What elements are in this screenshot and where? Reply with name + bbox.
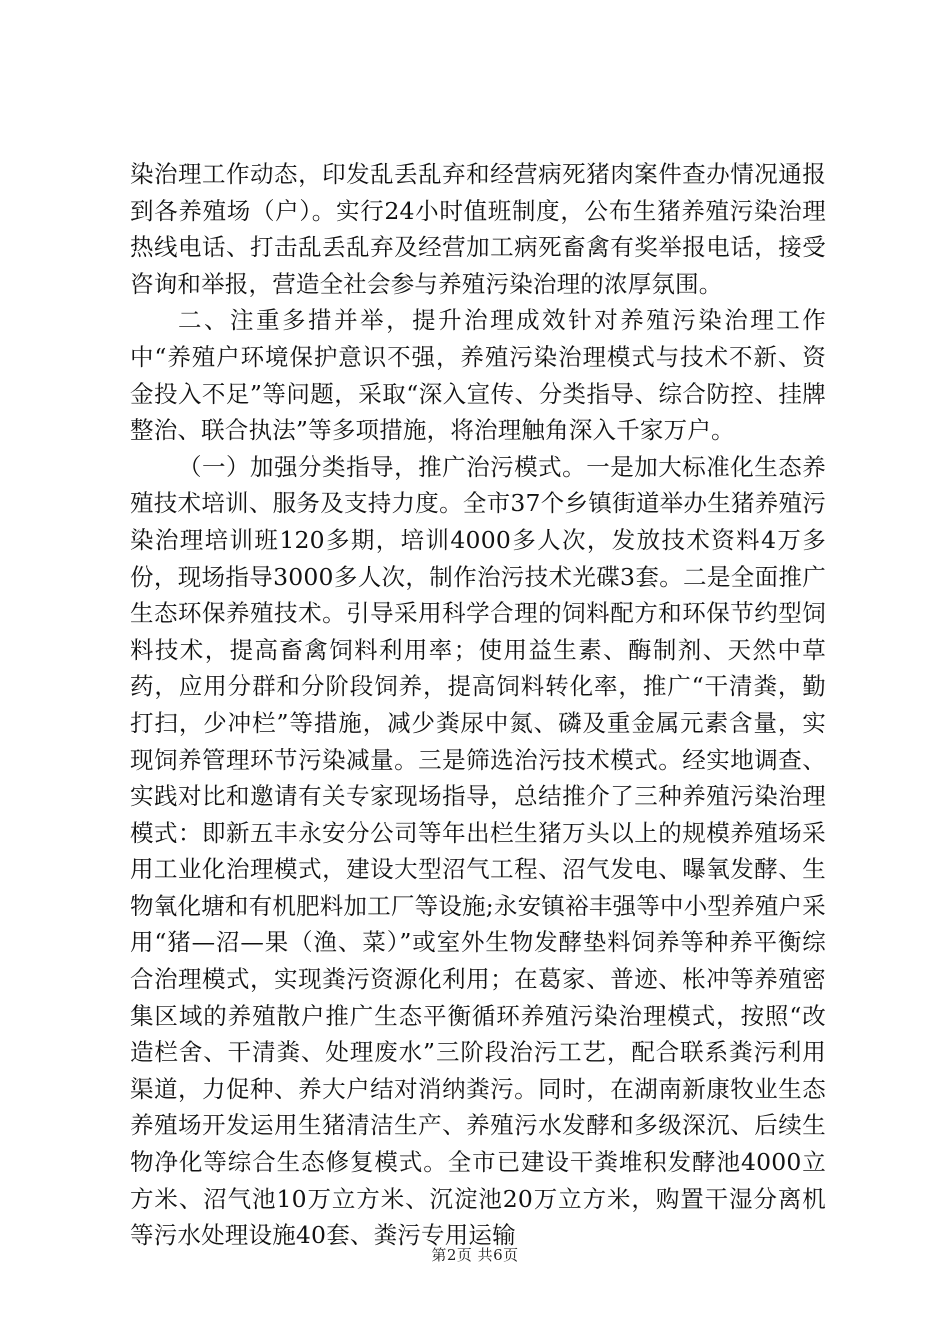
page-number-footer: 第2页 共6页 bbox=[431, 1246, 519, 1264]
paragraph-1: 染治理工作动态，印发乱丢乱弃和经营病死猪肉案件查办情况通报到各养殖场（户）。实行24小时值班制度，公布生猪养殖污染治理热线电话、打击乱丢乱弃及经营加工病死畜禽有奖举报电话，接受咨询和举报，营造全社会参与养殖污染治理的浓厚氛围。 bbox=[130, 160, 826, 298]
document-body bbox=[130, 156, 826, 1254]
paragraph-2: 二、注重多措并举，提升治理成效针对养殖污染治理工作中“养殖户环境保护意识不强，养殖污染治理模式与技术不新、资金投入不足”等问题，采取“深入宣传、分类指导、综合防控、挂牌整治、联合执法”等多项措施，将治理触角深入千家万户。 bbox=[130, 306, 826, 445]
paragraph-3: （一）加强分类指导，推广治污模式。一是加大标准化生态养殖技术培训、服务及支持力度。全市37个乡镇街道举办生猪养殖污染治理培训班120多期，培训4000多人次，发放技术资料4万多份，现场指导3000多人次，制作治污技术光碟3套。二是全面推广生态环保养殖技术。引导采用科学合理的饲料配方和环保节约型饲料技术，提高畜禽饲料利用率；使用益生素、酶制剂、天然中草药，应用分群和分阶段饲养，提高饲料转化率，推广“干清粪，勤打扫，少冲栏”等措施，减少粪尿中氮、磷及重金属元素含量，实现饲养管理环节污染减量。三是筛选治污技术模式。经实地调查、实践对比和邀请有关专家现场指导，总结推介了三种养殖污染治理模式：即新五丰永安分公司等年出栏生猪万头以上的规模养殖场采用工业化治理模式，建设大型沼气工程、沼气发电、曝氧发酵、生物氧化塘和有机肥料加工厂等设施;永安镇裕丰强等中小型养殖户采用“猪—沼—果（渔、菜）”或室外生物发酵垫料饲养等种养平衡综合治理模式，实现粪污资源化利用；在葛家、普迹、枨冲等养殖密集区域的养殖散户推广生态平衡循环养殖污染治理模式，按照“改造栏舍、干清粪、处理废水”三阶段治污工艺，配合联系粪污利用渠道，力促种、养大户结对消纳粪污。同时，在湖南新康牧业生态养殖场开发运用生猪清洁生产、养殖污水发酵和多级深沉、后续生物净化等综合生态修复模式。全市已建设干粪堆积发酵池4000立方米、沼气池10万立方米、沉淀池20万立方米，购置干湿分离机等污水处理设施40套、粪污专用运输 bbox=[130, 452, 826, 1250]
